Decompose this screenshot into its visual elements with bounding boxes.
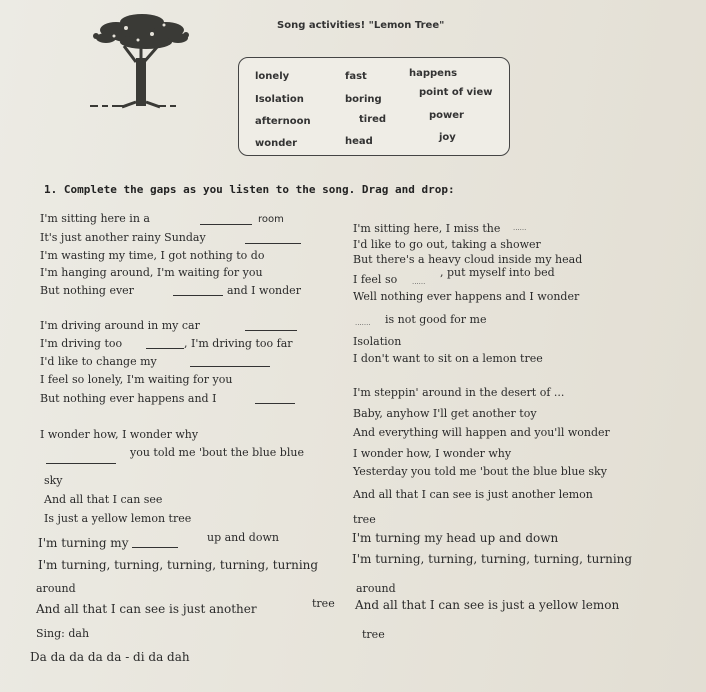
gap-dots[interactable]: ......	[412, 278, 426, 286]
lyric-line: Sing: dah	[36, 627, 90, 640]
word-bank-item[interactable]: tired	[359, 114, 387, 125]
gap-blank[interactable]	[200, 224, 252, 225]
lyric-line: I feel so lonely, I'm waiting for you	[40, 373, 233, 386]
word-bank-item[interactable]: Isolation	[255, 94, 304, 105]
lyric-line: around	[356, 582, 396, 595]
lyric-line: I'm wasting my time, I got nothing to do	[40, 249, 265, 262]
lyric-line: But nothing ever happens and I	[40, 392, 217, 405]
lyric-line: and I wonder	[227, 284, 301, 297]
word-bank-item[interactable]: joy	[439, 132, 456, 143]
lyric-line: is not good for me	[385, 313, 487, 326]
lyric-line: I don't want to sit on a lemon tree	[353, 352, 543, 365]
lyric-line: Da da da da da - di da dah	[30, 650, 190, 664]
lyric-line: up and down	[207, 531, 279, 544]
lyric-line: I wonder how, I wonder why	[353, 447, 512, 460]
gap-blank[interactable]	[245, 243, 301, 244]
lyric-line: Isolation	[353, 335, 402, 348]
lyric-line: I'm sitting here in a	[40, 212, 150, 225]
lyric-line: I'd like to change my	[40, 355, 157, 368]
lyric-line: , I'm driving too far	[184, 337, 293, 350]
word-bank	[238, 57, 510, 156]
word-bank-item[interactable]: boring	[345, 94, 382, 105]
lyric-line: I'm sitting here, I miss the	[353, 222, 501, 235]
lyric-line: tree	[312, 597, 335, 610]
lyric-line: And all that I can see is just a yellow lemon	[355, 598, 620, 612]
lyric-line: Well nothing ever happens and I wonder	[353, 290, 580, 303]
lyric-line: Yesterday you told me 'bout the blue blue sky	[353, 465, 607, 478]
word-bank-item[interactable]: wonder	[255, 138, 298, 149]
lyric-line: And everything will happen and you'll wonder	[353, 426, 610, 439]
lyric-line: around	[36, 582, 76, 595]
lyric-line: I'd like to go out, taking a shower	[353, 238, 541, 251]
lyric-line: But there's a heavy cloud inside my head	[353, 253, 583, 266]
lyric-line: tree	[362, 628, 385, 641]
lyric-line: I'm turning my	[38, 536, 129, 550]
gap-blank[interactable]	[46, 463, 116, 464]
lyric-line: And all that I can see is just another	[36, 602, 257, 616]
lyric-line: , put myself into bed	[440, 266, 555, 279]
lyric-line: I feel so	[353, 273, 398, 286]
lyric-line: I'm driving around in my car	[40, 319, 200, 332]
word-bank-item[interactable]: head	[345, 136, 373, 147]
word-bank-item[interactable]: lonely	[255, 71, 290, 82]
gap-blank[interactable]	[255, 403, 295, 404]
lemon-tree-illustration	[86, 10, 196, 115]
instruction-heading: 1. Complete the gaps as you listen to the song. Drag and drop:	[44, 183, 455, 196]
lyric-line: tree	[353, 513, 376, 526]
gap-dots[interactable]: ......	[513, 224, 527, 232]
word-bank-item[interactable]: afternoon	[255, 116, 311, 127]
lyric-line: Baby, anyhow I'll get another toy	[353, 407, 537, 420]
lyric-line: I'm driving too	[40, 337, 123, 350]
lyric-line: you told me 'bout the blue blue	[130, 446, 304, 459]
lyric-line: I'm steppin' around in the desert of ...	[353, 386, 565, 399]
lyric-line: But nothing ever	[40, 284, 134, 297]
lyric-line: I wonder how, I wonder why	[40, 428, 199, 441]
lyric-line: And all that I can see is just another lemon	[353, 488, 593, 501]
gap-blank[interactable]	[146, 348, 184, 349]
gap-blank[interactable]	[245, 330, 297, 331]
page-title: Song activities! "Lemon Tree"	[277, 20, 445, 31]
lyric-line: room	[258, 214, 284, 225]
lyric-line: I'm turning my head up and down	[352, 531, 559, 545]
lyric-line: I'm turning, turning, turning, turning, turning	[352, 552, 633, 566]
gap-blank[interactable]	[132, 547, 178, 548]
lyric-line: sky	[44, 474, 63, 487]
lyric-line: I'm turning, turning, turning, turning, turning	[38, 558, 319, 572]
gap-blank[interactable]	[173, 295, 223, 296]
lyric-line: I'm hanging around, I'm waiting for you	[40, 266, 263, 279]
lyric-line: It's just another rainy Sunday	[40, 231, 206, 244]
word-bank-item[interactable]: power	[429, 110, 464, 121]
gap-blank[interactable]	[190, 366, 270, 367]
word-bank-item[interactable]: fast	[345, 71, 367, 82]
word-bank-item[interactable]: happens	[409, 68, 458, 79]
word-bank-item[interactable]: point of view	[419, 87, 493, 98]
lyric-line: And all that I can see	[44, 493, 163, 506]
gap-dots[interactable]: .......	[355, 319, 371, 327]
lyric-line: Is just a yellow lemon tree	[44, 512, 192, 525]
